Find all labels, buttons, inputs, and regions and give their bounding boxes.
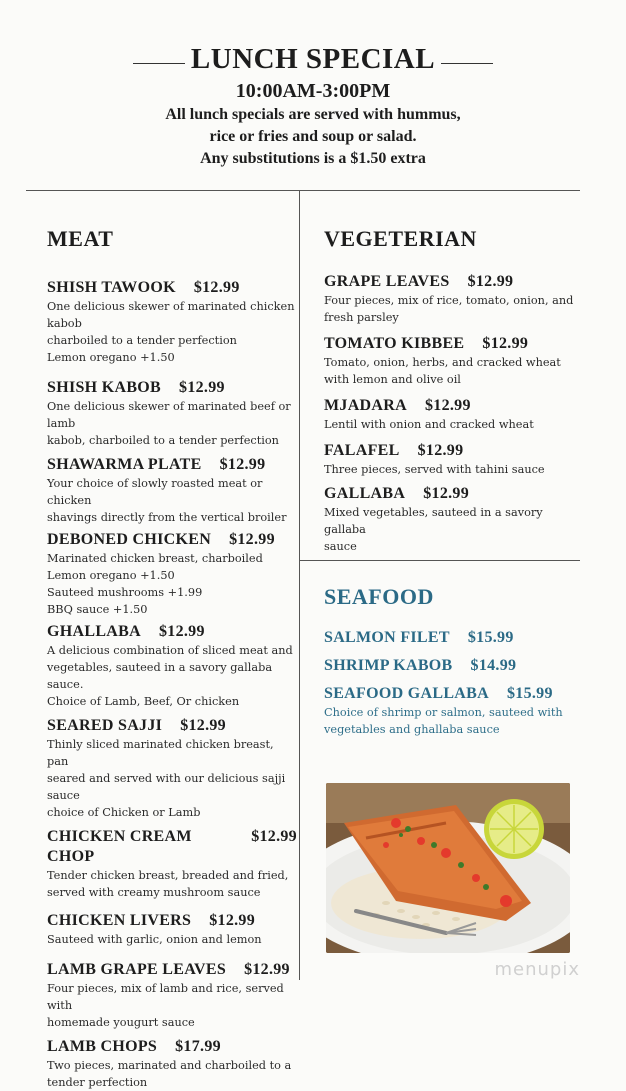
menu-item-description: Three pieces, served with tahini sauce xyxy=(324,463,545,476)
menu-item-head xyxy=(324,484,580,504)
menu-item-head xyxy=(47,278,297,298)
menu-item-name: CHICKEN LIVERS xyxy=(47,912,192,929)
menu-item-head xyxy=(324,396,580,416)
menu-item-description: BBQ sauce +1.50 xyxy=(47,603,148,616)
menu-item-price: $12.99 xyxy=(219,456,266,473)
menu-item-description: Choice of shrimp or salmon, sauteed with xyxy=(324,706,563,719)
menu-item-price: $15.99 xyxy=(467,629,514,646)
menu-item-head xyxy=(324,272,580,292)
menu-item-description: Choice of Lamb, Beef, Or chicken xyxy=(47,695,240,708)
menu-item-name: SHISH TAWOOK xyxy=(47,279,176,296)
seafood-title: SEAFOOD xyxy=(324,584,434,609)
menu-item-price: $12.99 xyxy=(158,623,205,640)
seafood-section xyxy=(324,584,580,738)
menu-item-head xyxy=(47,716,297,736)
menu-item-chicken-cream-chop xyxy=(47,827,297,901)
menu-item-shish-kabob xyxy=(47,378,297,449)
menu-item-head xyxy=(324,656,580,676)
menu-item-description: with lemon and olive oil xyxy=(324,373,461,386)
menu-item-description: Thinly sliced marinated chicken breast, pan xyxy=(47,738,274,768)
menu-item-name: GHALLABA xyxy=(47,623,141,640)
menu-item-name: GALLABA xyxy=(324,485,406,502)
menu-item-grape-leaves xyxy=(324,272,580,326)
salmon-dish-illustration xyxy=(326,783,570,953)
menu-item-head xyxy=(47,530,297,550)
menu-item-description: Lentil with onion and cracked wheat xyxy=(324,418,534,431)
menu-item-salmon-filet xyxy=(324,628,580,648)
menu-item-description: One delicious skewer of marinated beef or lamb xyxy=(47,400,291,430)
title-rule-right xyxy=(441,63,493,64)
menu-item-description: Two pieces, marinated and charboiled to a xyxy=(47,1059,292,1072)
menu-item-description: served with creamy mushroom sauce xyxy=(47,886,261,899)
menu-item-description: Tender chicken breast, breaded and fried, xyxy=(47,869,289,882)
menu-item-chicken-livers xyxy=(47,911,297,948)
menu-item-description: Your choice of slowly roasted meat or chicken xyxy=(47,477,263,507)
menu-item-seafood-gallaba xyxy=(324,684,580,738)
menu-item-ghallaba xyxy=(47,622,297,710)
menu-item-name: TOMATO KIBBEE xyxy=(324,335,465,352)
menu-item-mjadara xyxy=(324,396,580,433)
menu-item-head xyxy=(324,441,580,461)
menu-item-description: Marinated chicken breast, charboiled xyxy=(47,552,263,565)
menu-item-name: FALAFEL xyxy=(324,442,400,459)
menu-item-lamb-chops xyxy=(47,1037,297,1091)
menu-item-price: $15.99 xyxy=(506,685,553,702)
menu-item-shrimp-kabob xyxy=(324,656,580,676)
menu-item-description: One delicious skewer of marinated chicken kabob xyxy=(47,300,295,330)
column-divider xyxy=(299,190,300,980)
menu-item-price: $12.99 xyxy=(251,828,297,845)
menu-item-description: vegetables, sauteed in a savory gallaba sauce. xyxy=(47,661,273,691)
menu-item-name: DEBONED CHICKEN xyxy=(47,531,212,548)
menu-item-description: Four pieces, mix of rice, tomato, onion, and xyxy=(324,294,574,307)
seafood-divider xyxy=(300,560,580,561)
menu-item-description: Sauteed mushrooms +1.99 xyxy=(47,586,203,599)
menu-item-price: $12.99 xyxy=(179,379,225,396)
lunch-note-line-3: Any substitutions is a $1.50 extra xyxy=(200,150,426,167)
menu-item-description: kabob, charboiled to a tender perfection xyxy=(47,434,279,447)
menu-item-name: LAMB CHOPS xyxy=(47,1038,158,1055)
menu-item-head xyxy=(47,911,297,931)
menu-item-tomato-kibbee xyxy=(324,334,580,388)
menu-item-description: A delicious combination of sliced meat and xyxy=(47,644,293,657)
menu-item-description: Four pieces, mix of lamb and rice, served with xyxy=(47,982,284,1012)
salmon-dish-photo xyxy=(326,783,570,953)
menu-item-description: vegetables and ghallaba sauce xyxy=(324,723,500,736)
menu-item-price: $14.99 xyxy=(470,657,517,674)
menu-item-name: SHRIMP KABOB xyxy=(324,657,453,674)
menu-item-description: seared and served with our delicious sajji sauce xyxy=(47,772,286,802)
menu-item-description: homemade yougurt sauce xyxy=(47,1016,195,1029)
menu-item-head xyxy=(324,628,580,648)
menu-item-description: Mixed vegetables, sauteed in a savory gallaba xyxy=(324,506,543,536)
menu-item-price: $12.99 xyxy=(193,279,240,296)
menu-item-price: $17.99 xyxy=(175,1038,221,1055)
meat-title: MEAT xyxy=(47,226,114,251)
menu-item-description: Lemon oregano +1.50 xyxy=(47,351,175,364)
menu-item-price: $12.99 xyxy=(229,531,275,548)
menu-item-name: SHAWARMA PLATE xyxy=(47,456,202,473)
menu-item-description: tender perfection xyxy=(47,1076,148,1089)
menu-item-description: shavings directly from the vertical broiler xyxy=(47,511,287,524)
lunch-note-line-2: rice or fries and soup or salad. xyxy=(209,128,417,145)
page-title: LUNCH SPECIAL xyxy=(190,43,436,75)
title-rule-left xyxy=(133,63,185,64)
menu-item-head xyxy=(47,960,297,980)
menu-item-shish-tawook xyxy=(47,278,297,366)
menu-item-description: sauce xyxy=(324,540,357,553)
menu-item-head xyxy=(47,622,297,642)
menu-item-price: $12.99 xyxy=(423,485,470,502)
menu-item-name: GRAPE LEAVES xyxy=(324,273,450,290)
menu-item-head xyxy=(47,378,297,398)
lunch-hours: 10:00AM-3:00PM xyxy=(235,80,391,102)
menu-item-price: $12.99 xyxy=(417,442,464,459)
menu-item-name: SHISH KABOB xyxy=(47,379,162,396)
menu-item-description: fresh parsley xyxy=(324,311,399,324)
menu-item-name: LAMB GRAPE LEAVES xyxy=(47,961,227,978)
menu-item-head xyxy=(47,455,297,475)
menu-item-name: SEAFOOD GALLABA xyxy=(324,685,489,702)
menu-item-shawarma-plate xyxy=(47,455,297,526)
menu-item-head xyxy=(47,827,297,867)
menu-item-head xyxy=(47,1037,297,1057)
menu-header xyxy=(0,40,626,170)
menu-item-lamb-grape-leaves xyxy=(47,960,297,1031)
menu-item-name: SEARED SAJJI xyxy=(47,717,163,734)
menu-item-price: $12.99 xyxy=(424,397,471,414)
menu-item-seared-sajji xyxy=(47,716,297,821)
lunch-note-line-1: All lunch specials are served with hummus, xyxy=(165,106,461,123)
menu-item-deboned-chicken xyxy=(47,530,297,618)
menu-item-falafel xyxy=(324,441,580,478)
menu-item-price: $12.99 xyxy=(180,717,226,734)
menupix-watermark: menupix xyxy=(494,959,580,980)
menu-item-description: Lemon oregano +1.50 xyxy=(47,569,175,582)
menu-item-description: Tomato, onion, herbs, and cracked wheat xyxy=(324,356,561,369)
vegetarian-title: VEGETERIAN xyxy=(324,226,477,251)
menu-item-price: $12.99 xyxy=(467,273,514,290)
menu-item-gallaba xyxy=(324,484,580,555)
menu-item-price: $12.99 xyxy=(209,912,256,929)
menu-item-description: choice of Chicken or Lamb xyxy=(47,806,201,819)
vegetarian-section xyxy=(324,226,580,555)
title-row xyxy=(0,40,626,78)
menu-item-name: SALMON FILET xyxy=(324,629,450,646)
menu-item-description: Sauteed with garlic, onion and lemon xyxy=(47,933,262,946)
header-divider xyxy=(26,190,580,191)
menu-item-head xyxy=(324,684,580,704)
meat-section xyxy=(47,226,297,1091)
menu-item-price: $12.99 xyxy=(482,335,529,352)
menu-item-name: CHICKEN CREAM CHOP xyxy=(47,828,192,865)
menu-item-description: charboiled to a tender perfection xyxy=(47,334,237,347)
menu-item-name: MJADARA xyxy=(324,397,407,414)
menu-item-price: $12.99 xyxy=(244,961,290,978)
menu-item-head xyxy=(324,334,580,354)
